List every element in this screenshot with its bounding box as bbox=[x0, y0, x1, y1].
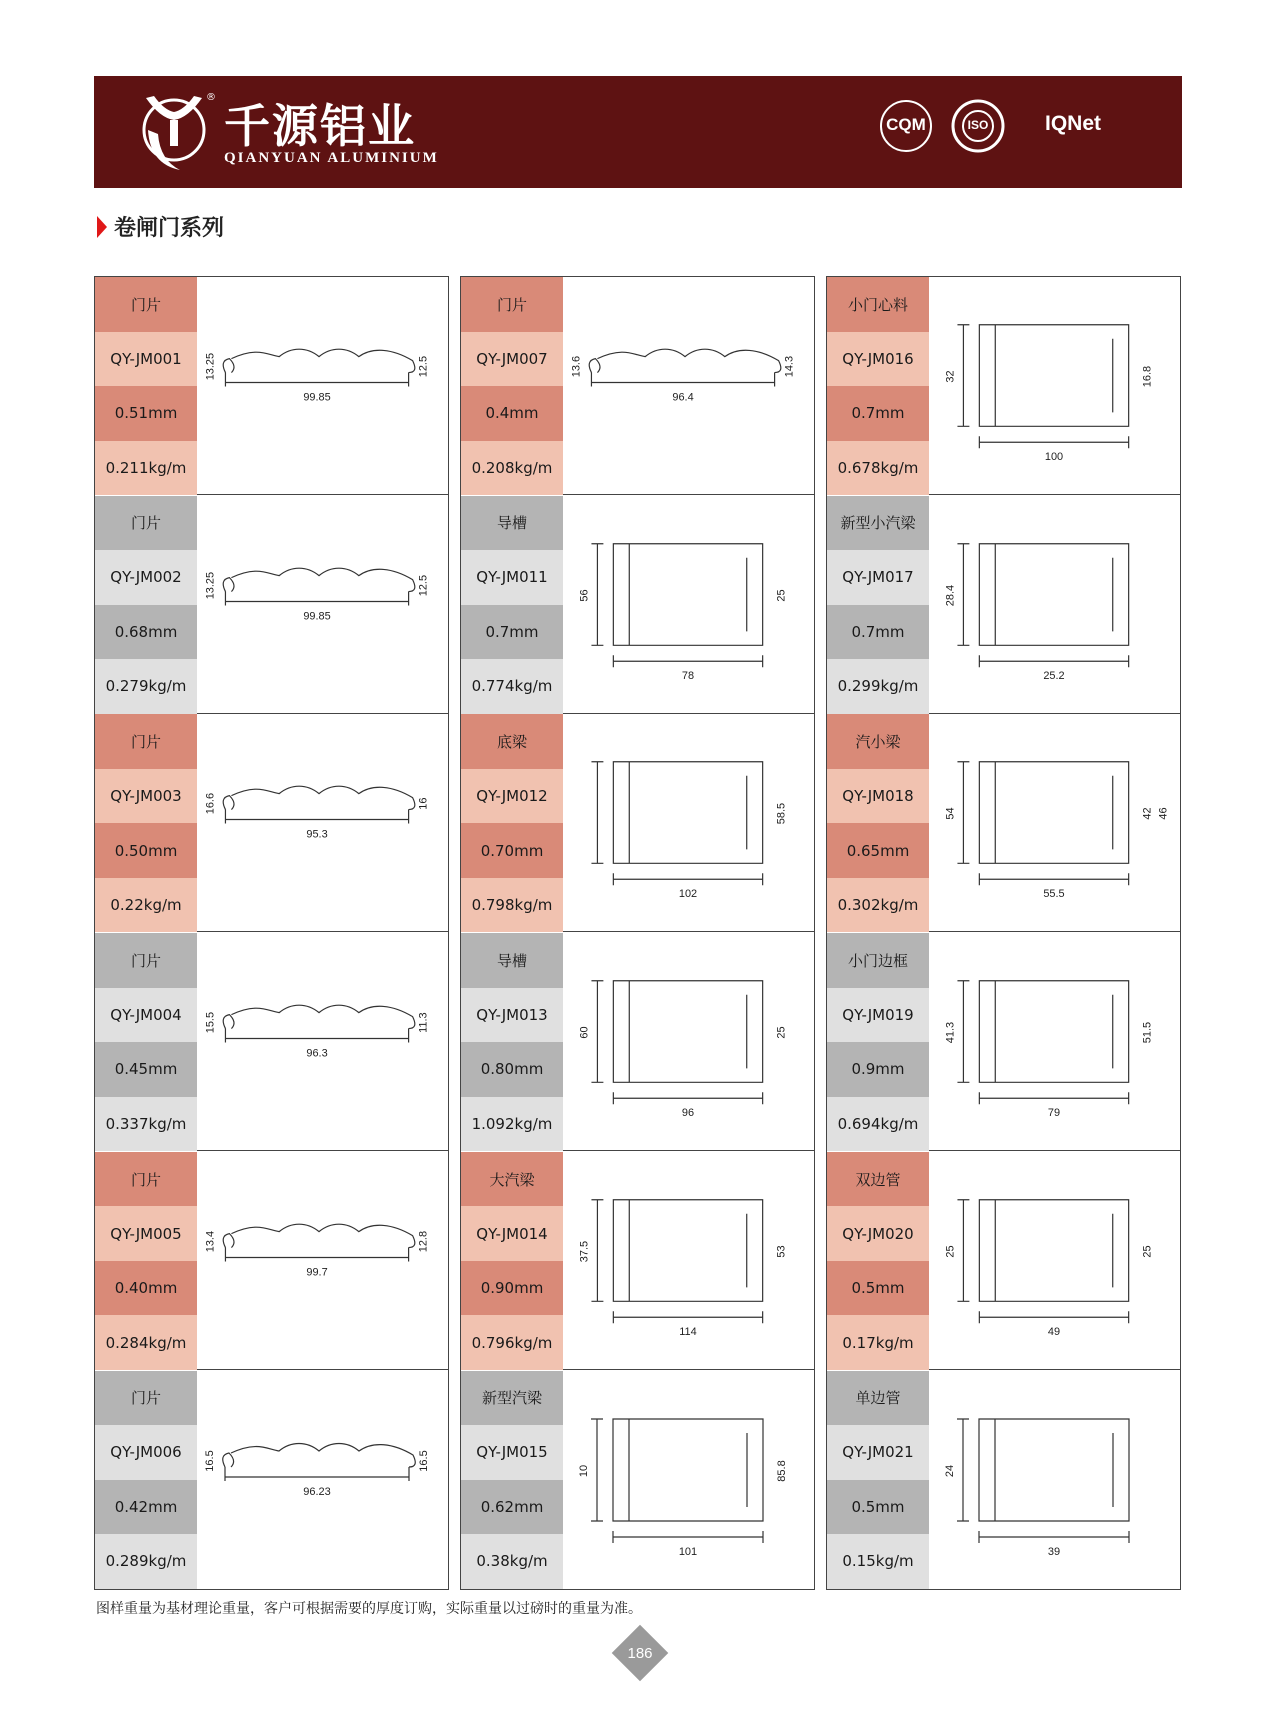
product-spec-cells bbox=[461, 1371, 563, 1589]
product-name: 底梁 bbox=[461, 714, 563, 769]
dimension-line bbox=[613, 874, 762, 886]
product-name: 门片 bbox=[95, 496, 197, 551]
product-spec-cells bbox=[827, 1152, 929, 1369]
dimension-line bbox=[979, 1092, 1128, 1104]
dimension-label: 102 bbox=[678, 888, 698, 901]
product-spec-cells bbox=[827, 1371, 929, 1589]
product-weight: 0.211kg/m bbox=[95, 441, 197, 496]
dimension-label: 24 bbox=[944, 1464, 956, 1477]
profile-drawing bbox=[563, 496, 814, 713]
product-spec-cells bbox=[95, 1152, 197, 1369]
profile-drawing-svg bbox=[929, 496, 1180, 713]
product-thickness: 0.42mm bbox=[95, 1480, 197, 1535]
product-card bbox=[461, 714, 814, 932]
dimension-line bbox=[225, 1247, 408, 1261]
dimension-line bbox=[979, 1531, 1129, 1543]
product-spec-cells bbox=[827, 496, 929, 713]
dimension-line bbox=[225, 373, 408, 387]
dimension-label: 13.4 bbox=[204, 1230, 217, 1253]
product-weight: 0.299kg/m bbox=[827, 659, 929, 714]
profile-drawing bbox=[929, 714, 1180, 931]
dimension-label: 51.5 bbox=[1141, 1021, 1154, 1044]
profile-drawing-svg bbox=[929, 277, 1180, 494]
product-spec-cells bbox=[95, 496, 197, 713]
profile-outline bbox=[223, 1005, 415, 1028]
profile-drawing-svg bbox=[929, 1371, 1180, 1589]
product-weight: 0.22kg/m bbox=[95, 878, 197, 933]
product-code: QY-JM021 bbox=[827, 1425, 929, 1480]
catalog-column bbox=[826, 276, 1181, 1590]
product-card bbox=[827, 1371, 1180, 1589]
product-card bbox=[95, 1152, 448, 1370]
dimension-line bbox=[591, 1200, 603, 1302]
product-name: 导槽 bbox=[461, 933, 563, 988]
product-weight: 0.796kg/m bbox=[461, 1315, 563, 1370]
profile-drawing bbox=[563, 1371, 814, 1589]
profile-drawing-svg bbox=[197, 714, 448, 931]
profile-drawing-svg bbox=[197, 933, 448, 1150]
profile-drawing-svg bbox=[563, 1152, 814, 1369]
product-thickness: 0.40mm bbox=[95, 1261, 197, 1316]
product-weight: 0.302kg/m bbox=[827, 878, 929, 933]
profile-drawing-svg bbox=[929, 933, 1180, 1150]
dimension-label: 16.5 bbox=[418, 1449, 430, 1472]
product-weight: 0.694kg/m bbox=[827, 1097, 929, 1152]
qianyuan-logo-icon bbox=[140, 90, 210, 172]
profile-drawing-svg bbox=[563, 933, 814, 1150]
product-weight: 0.774kg/m bbox=[461, 659, 563, 714]
product-code: QY-JM018 bbox=[827, 769, 929, 824]
product-code: QY-JM020 bbox=[827, 1206, 929, 1261]
dimension-label: 96.3 bbox=[306, 1047, 328, 1060]
profile-outline bbox=[979, 543, 1128, 645]
product-spec-cells bbox=[827, 933, 929, 1150]
dimension-line bbox=[979, 436, 1128, 448]
product-name: 导槽 bbox=[461, 496, 563, 551]
dimension-label: 99.7 bbox=[306, 1266, 328, 1279]
product-thickness: 0.5mm bbox=[827, 1261, 929, 1316]
iso-cert-label: ISO bbox=[967, 118, 989, 132]
product-card bbox=[461, 496, 814, 714]
dimension-label: 39 bbox=[1047, 1545, 1061, 1558]
product-card bbox=[827, 1152, 1180, 1370]
dimension-label: 12.8 bbox=[417, 1230, 430, 1253]
profile-drawing-svg bbox=[563, 277, 814, 494]
dimension-line bbox=[957, 762, 969, 864]
dimension-label: 99.85 bbox=[303, 610, 331, 623]
profile-drawing bbox=[197, 714, 448, 931]
product-code: QY-JM002 bbox=[95, 550, 197, 605]
dimension-line bbox=[957, 981, 969, 1083]
profile-drawing-svg bbox=[197, 496, 448, 713]
product-thickness: 0.65mm bbox=[827, 823, 929, 878]
dimension-line bbox=[957, 1200, 969, 1302]
product-code: QY-JM001 bbox=[95, 332, 197, 387]
dimension-label: 85.8 bbox=[776, 1459, 788, 1482]
dimension-label: 15.5 bbox=[204, 1012, 217, 1034]
dimension-label: 54 bbox=[944, 807, 957, 821]
product-code: QY-JM004 bbox=[95, 988, 197, 1043]
dimension-label: 41.3 bbox=[944, 1021, 957, 1044]
profile-drawing bbox=[929, 1371, 1180, 1589]
section-title: 卷闸门系列 bbox=[114, 216, 225, 241]
product-card bbox=[461, 1152, 814, 1370]
profile-outline bbox=[995, 543, 1112, 645]
dimension-label: 78 bbox=[681, 669, 695, 682]
dimension-line bbox=[979, 655, 1128, 667]
profile-outline bbox=[613, 543, 762, 645]
product-card bbox=[827, 277, 1180, 495]
product-thickness: 0.50mm bbox=[95, 823, 197, 878]
dimension-line bbox=[957, 1419, 969, 1521]
dimension-label: 10 bbox=[578, 1464, 590, 1477]
profile-drawing bbox=[929, 933, 1180, 1150]
dimension-label: 53 bbox=[775, 1245, 788, 1258]
profile-drawing-svg bbox=[197, 277, 448, 494]
profile-outline bbox=[979, 762, 1128, 864]
page-number: 186 bbox=[627, 1644, 653, 1662]
dimension-line bbox=[225, 1029, 408, 1043]
product-code: QY-JM007 bbox=[461, 332, 563, 387]
product-name: 大汽梁 bbox=[461, 1152, 563, 1207]
product-spec-cells bbox=[95, 714, 197, 931]
product-name: 小门心料 bbox=[827, 277, 929, 332]
product-spec-cells bbox=[95, 1371, 197, 1589]
profile-outline bbox=[223, 787, 415, 810]
dimension-line bbox=[957, 325, 969, 427]
product-weight: 0.284kg/m bbox=[95, 1315, 197, 1370]
profile-outline bbox=[613, 981, 762, 1083]
profile-outline bbox=[979, 325, 1128, 427]
product-card bbox=[95, 1371, 448, 1589]
product-card bbox=[95, 496, 448, 714]
dimension-line bbox=[979, 1311, 1128, 1323]
profile-drawing bbox=[929, 277, 1180, 494]
product-thickness: 0.70mm bbox=[461, 823, 563, 878]
product-thickness: 0.4mm bbox=[461, 386, 563, 441]
dimension-label: 96.4 bbox=[672, 391, 694, 404]
profile-outline bbox=[995, 981, 1112, 1083]
dimension-label: 58.5 bbox=[775, 803, 788, 825]
dimension-line bbox=[225, 591, 408, 605]
cqm-cert-label: CQM bbox=[886, 115, 926, 134]
profile-drawing-svg bbox=[563, 714, 814, 931]
iqnet-cert-label: IQNet bbox=[1044, 112, 1101, 135]
product-weight: 0.678kg/m bbox=[827, 441, 929, 496]
dimension-label: 96.23 bbox=[303, 1485, 331, 1498]
dimension-label: 49 bbox=[1047, 1325, 1061, 1338]
profile-outline bbox=[613, 762, 762, 864]
product-spec-cells bbox=[461, 714, 563, 931]
catalog-column bbox=[460, 276, 815, 1590]
dimension-label: 42 bbox=[1141, 807, 1154, 821]
profile-drawing bbox=[563, 933, 814, 1150]
product-name: 门片 bbox=[95, 1371, 197, 1426]
dimension-label: 11.3 bbox=[417, 1012, 430, 1033]
dimension-line bbox=[613, 1311, 762, 1323]
product-card bbox=[827, 496, 1180, 714]
dimension-line bbox=[613, 655, 762, 667]
product-card bbox=[827, 933, 1180, 1151]
product-name: 门片 bbox=[95, 933, 197, 988]
profile-drawing-svg bbox=[929, 714, 1180, 931]
product-name: 门片 bbox=[95, 277, 197, 332]
product-card bbox=[95, 933, 448, 1151]
profile-outline bbox=[223, 1224, 415, 1247]
product-name: 门片 bbox=[95, 1152, 197, 1207]
product-weight: 0.279kg/m bbox=[95, 659, 197, 714]
profile-outline bbox=[995, 1419, 1113, 1521]
product-spec-cells bbox=[461, 1152, 563, 1369]
product-code: QY-JM017 bbox=[827, 550, 929, 605]
profile-outline bbox=[613, 1200, 762, 1302]
catalog-column bbox=[94, 276, 449, 1590]
product-weight: 0.208kg/m bbox=[461, 441, 563, 496]
product-thickness: 0.5mm bbox=[827, 1480, 929, 1535]
dimension-line bbox=[591, 762, 603, 864]
profile-drawing bbox=[197, 1152, 448, 1369]
profile-outline bbox=[629, 762, 746, 864]
profile-outline bbox=[589, 349, 781, 372]
product-card bbox=[461, 933, 814, 1151]
profile-outline bbox=[995, 762, 1112, 864]
iso-cert-icon bbox=[950, 98, 1006, 154]
product-code: QY-JM016 bbox=[827, 332, 929, 387]
product-name: 门片 bbox=[95, 714, 197, 769]
product-weight: 0.38kg/m bbox=[461, 1534, 563, 1589]
product-code: QY-JM014 bbox=[461, 1206, 563, 1261]
product-name: 新型汽梁 bbox=[461, 1371, 563, 1426]
profile-drawing-svg bbox=[929, 1152, 1180, 1369]
dimension-line bbox=[591, 373, 774, 387]
dimension-label: 28.4 bbox=[944, 584, 957, 606]
profile-drawing-svg bbox=[563, 1371, 814, 1589]
product-thickness: 0.80mm bbox=[461, 1042, 563, 1097]
registered-mark: ® bbox=[206, 92, 216, 103]
profile-outline bbox=[629, 543, 746, 645]
product-code: QY-JM003 bbox=[95, 769, 197, 824]
product-thickness: 0.90mm bbox=[461, 1261, 563, 1316]
dimension-line bbox=[225, 1467, 409, 1481]
product-thickness: 0.7mm bbox=[827, 605, 929, 660]
dimension-label: 12.5 bbox=[417, 574, 430, 596]
product-code: QY-JM019 bbox=[827, 988, 929, 1043]
dimension-label: 55.5 bbox=[1043, 888, 1065, 901]
dimension-label: 96 bbox=[681, 1107, 695, 1120]
profile-drawing-svg bbox=[563, 496, 814, 713]
product-name: 小门边框 bbox=[827, 933, 929, 988]
product-code: QY-JM012 bbox=[461, 769, 563, 824]
product-name: 双边管 bbox=[827, 1152, 929, 1207]
iqnet-cert-icon bbox=[1028, 106, 1118, 146]
product-code: QY-JM013 bbox=[461, 988, 563, 1043]
profile-outline bbox=[223, 349, 415, 372]
dimension-line bbox=[979, 874, 1128, 886]
profile-outline bbox=[995, 325, 1112, 427]
footnote: 图样重量为基材理论重量，客户可根据需要的厚度订购，实际重量以过磅时的重量为准。 bbox=[96, 1601, 642, 1617]
product-name: 新型小汽梁 bbox=[827, 496, 929, 551]
product-card bbox=[95, 277, 448, 495]
profile-drawing bbox=[563, 714, 814, 931]
profile-outline bbox=[979, 1200, 1128, 1302]
dimension-line bbox=[591, 981, 603, 1083]
product-spec-cells bbox=[827, 277, 929, 494]
profile-outline bbox=[995, 1200, 1112, 1302]
product-weight: 0.289kg/m bbox=[95, 1534, 197, 1589]
profile-outline bbox=[979, 981, 1128, 1083]
dimension-label: 60 bbox=[578, 1026, 591, 1039]
dimension-line bbox=[957, 543, 969, 645]
brand-name-en: QIANYUAN ALUMINIUM bbox=[224, 150, 439, 166]
product-spec-cells bbox=[461, 277, 563, 494]
profile-drawing bbox=[197, 933, 448, 1150]
product-name: 单边管 bbox=[827, 1371, 929, 1426]
profile-outline bbox=[613, 1419, 763, 1521]
dimension-label: 14.3 bbox=[783, 355, 796, 378]
profile-drawing bbox=[197, 277, 448, 494]
profile-drawing bbox=[929, 496, 1180, 713]
product-spec-cells bbox=[461, 933, 563, 1150]
dimension-label: 37.5 bbox=[578, 1240, 591, 1262]
dimension-label: 25.2 bbox=[1043, 669, 1065, 682]
dimension-label: 101 bbox=[678, 1545, 698, 1558]
product-weight: 1.092kg/m bbox=[461, 1097, 563, 1152]
header-banner bbox=[94, 76, 1182, 188]
product-weight: 0.337kg/m bbox=[95, 1097, 197, 1152]
product-weight: 0.798kg/m bbox=[461, 878, 563, 933]
dimension-label: 16.6 bbox=[204, 793, 217, 815]
dimension-label: 79 bbox=[1047, 1107, 1061, 1120]
profile-drawing bbox=[197, 1371, 448, 1589]
profile-drawing-svg bbox=[197, 1371, 448, 1589]
dimension-label: 46 bbox=[1157, 807, 1170, 821]
product-thickness: 0.51mm bbox=[95, 386, 197, 441]
profile-drawing bbox=[563, 1152, 814, 1369]
dimension-label: 13.6 bbox=[570, 355, 583, 378]
dimension-label: 16.5 bbox=[204, 1449, 216, 1472]
profile-drawing-svg bbox=[197, 1152, 448, 1369]
product-code: QY-JM011 bbox=[461, 550, 563, 605]
dimension-label: 25 bbox=[775, 589, 788, 602]
profile-drawing bbox=[563, 277, 814, 494]
brand-name-cn: 千源铝业 bbox=[224, 99, 416, 153]
cqm-cert-icon bbox=[878, 98, 934, 154]
product-card bbox=[827, 714, 1180, 932]
profile-drawing bbox=[197, 496, 448, 713]
dimension-line bbox=[613, 1092, 762, 1104]
product-spec-cells bbox=[827, 714, 929, 931]
dimension-label: 56 bbox=[578, 589, 591, 602]
product-code: QY-JM015 bbox=[461, 1425, 563, 1480]
dimension-label: 13.25 bbox=[204, 571, 217, 599]
dimension-label: 25 bbox=[944, 1245, 957, 1258]
product-thickness: 0.45mm bbox=[95, 1042, 197, 1097]
profile-outline bbox=[979, 1419, 1129, 1521]
profile-outline bbox=[629, 981, 746, 1083]
dimension-label: 25 bbox=[1141, 1245, 1154, 1258]
product-thickness: 0.62mm bbox=[461, 1480, 563, 1535]
profile-outline bbox=[629, 1419, 747, 1521]
product-name: 门片 bbox=[461, 277, 563, 332]
profile-outline bbox=[223, 1443, 416, 1467]
dimension-label: 32 bbox=[944, 370, 957, 383]
dimension-label: 13.25 bbox=[204, 352, 217, 381]
product-thickness: 0.9mm bbox=[827, 1042, 929, 1097]
dimension-line bbox=[591, 543, 603, 645]
profile-drawing bbox=[929, 1152, 1180, 1369]
dimension-line bbox=[225, 810, 408, 824]
profile-outline bbox=[629, 1200, 746, 1302]
profile-outline bbox=[223, 568, 415, 591]
dimension-label: 16.8 bbox=[1141, 365, 1154, 388]
dimension-label: 16 bbox=[417, 797, 430, 811]
product-weight: 0.17kg/m bbox=[827, 1315, 929, 1370]
dimension-line bbox=[613, 1531, 763, 1543]
product-spec-cells bbox=[95, 277, 197, 494]
product-card bbox=[461, 1371, 814, 1589]
product-thickness: 0.7mm bbox=[827, 386, 929, 441]
dimension-label: 95.3 bbox=[306, 828, 328, 841]
dimension-line bbox=[591, 1419, 603, 1521]
product-spec-cells bbox=[95, 933, 197, 1150]
dimension-label: 114 bbox=[679, 1325, 697, 1338]
dimension-label: 12.5 bbox=[417, 355, 430, 378]
product-thickness: 0.68mm bbox=[95, 605, 197, 660]
product-code: QY-JM005 bbox=[95, 1206, 197, 1261]
product-weight: 0.15kg/m bbox=[827, 1534, 929, 1589]
section-marker-icon bbox=[97, 216, 107, 238]
product-card bbox=[95, 714, 448, 932]
product-thickness: 0.7mm bbox=[461, 605, 563, 660]
dimension-label: 25 bbox=[775, 1026, 788, 1039]
product-spec-cells bbox=[461, 496, 563, 713]
dimension-label: 99.85 bbox=[303, 391, 331, 404]
product-name: 汽小梁 bbox=[827, 714, 929, 769]
product-card bbox=[461, 277, 814, 495]
product-code: QY-JM006 bbox=[95, 1425, 197, 1480]
dimension-label: 100 bbox=[1044, 451, 1064, 464]
